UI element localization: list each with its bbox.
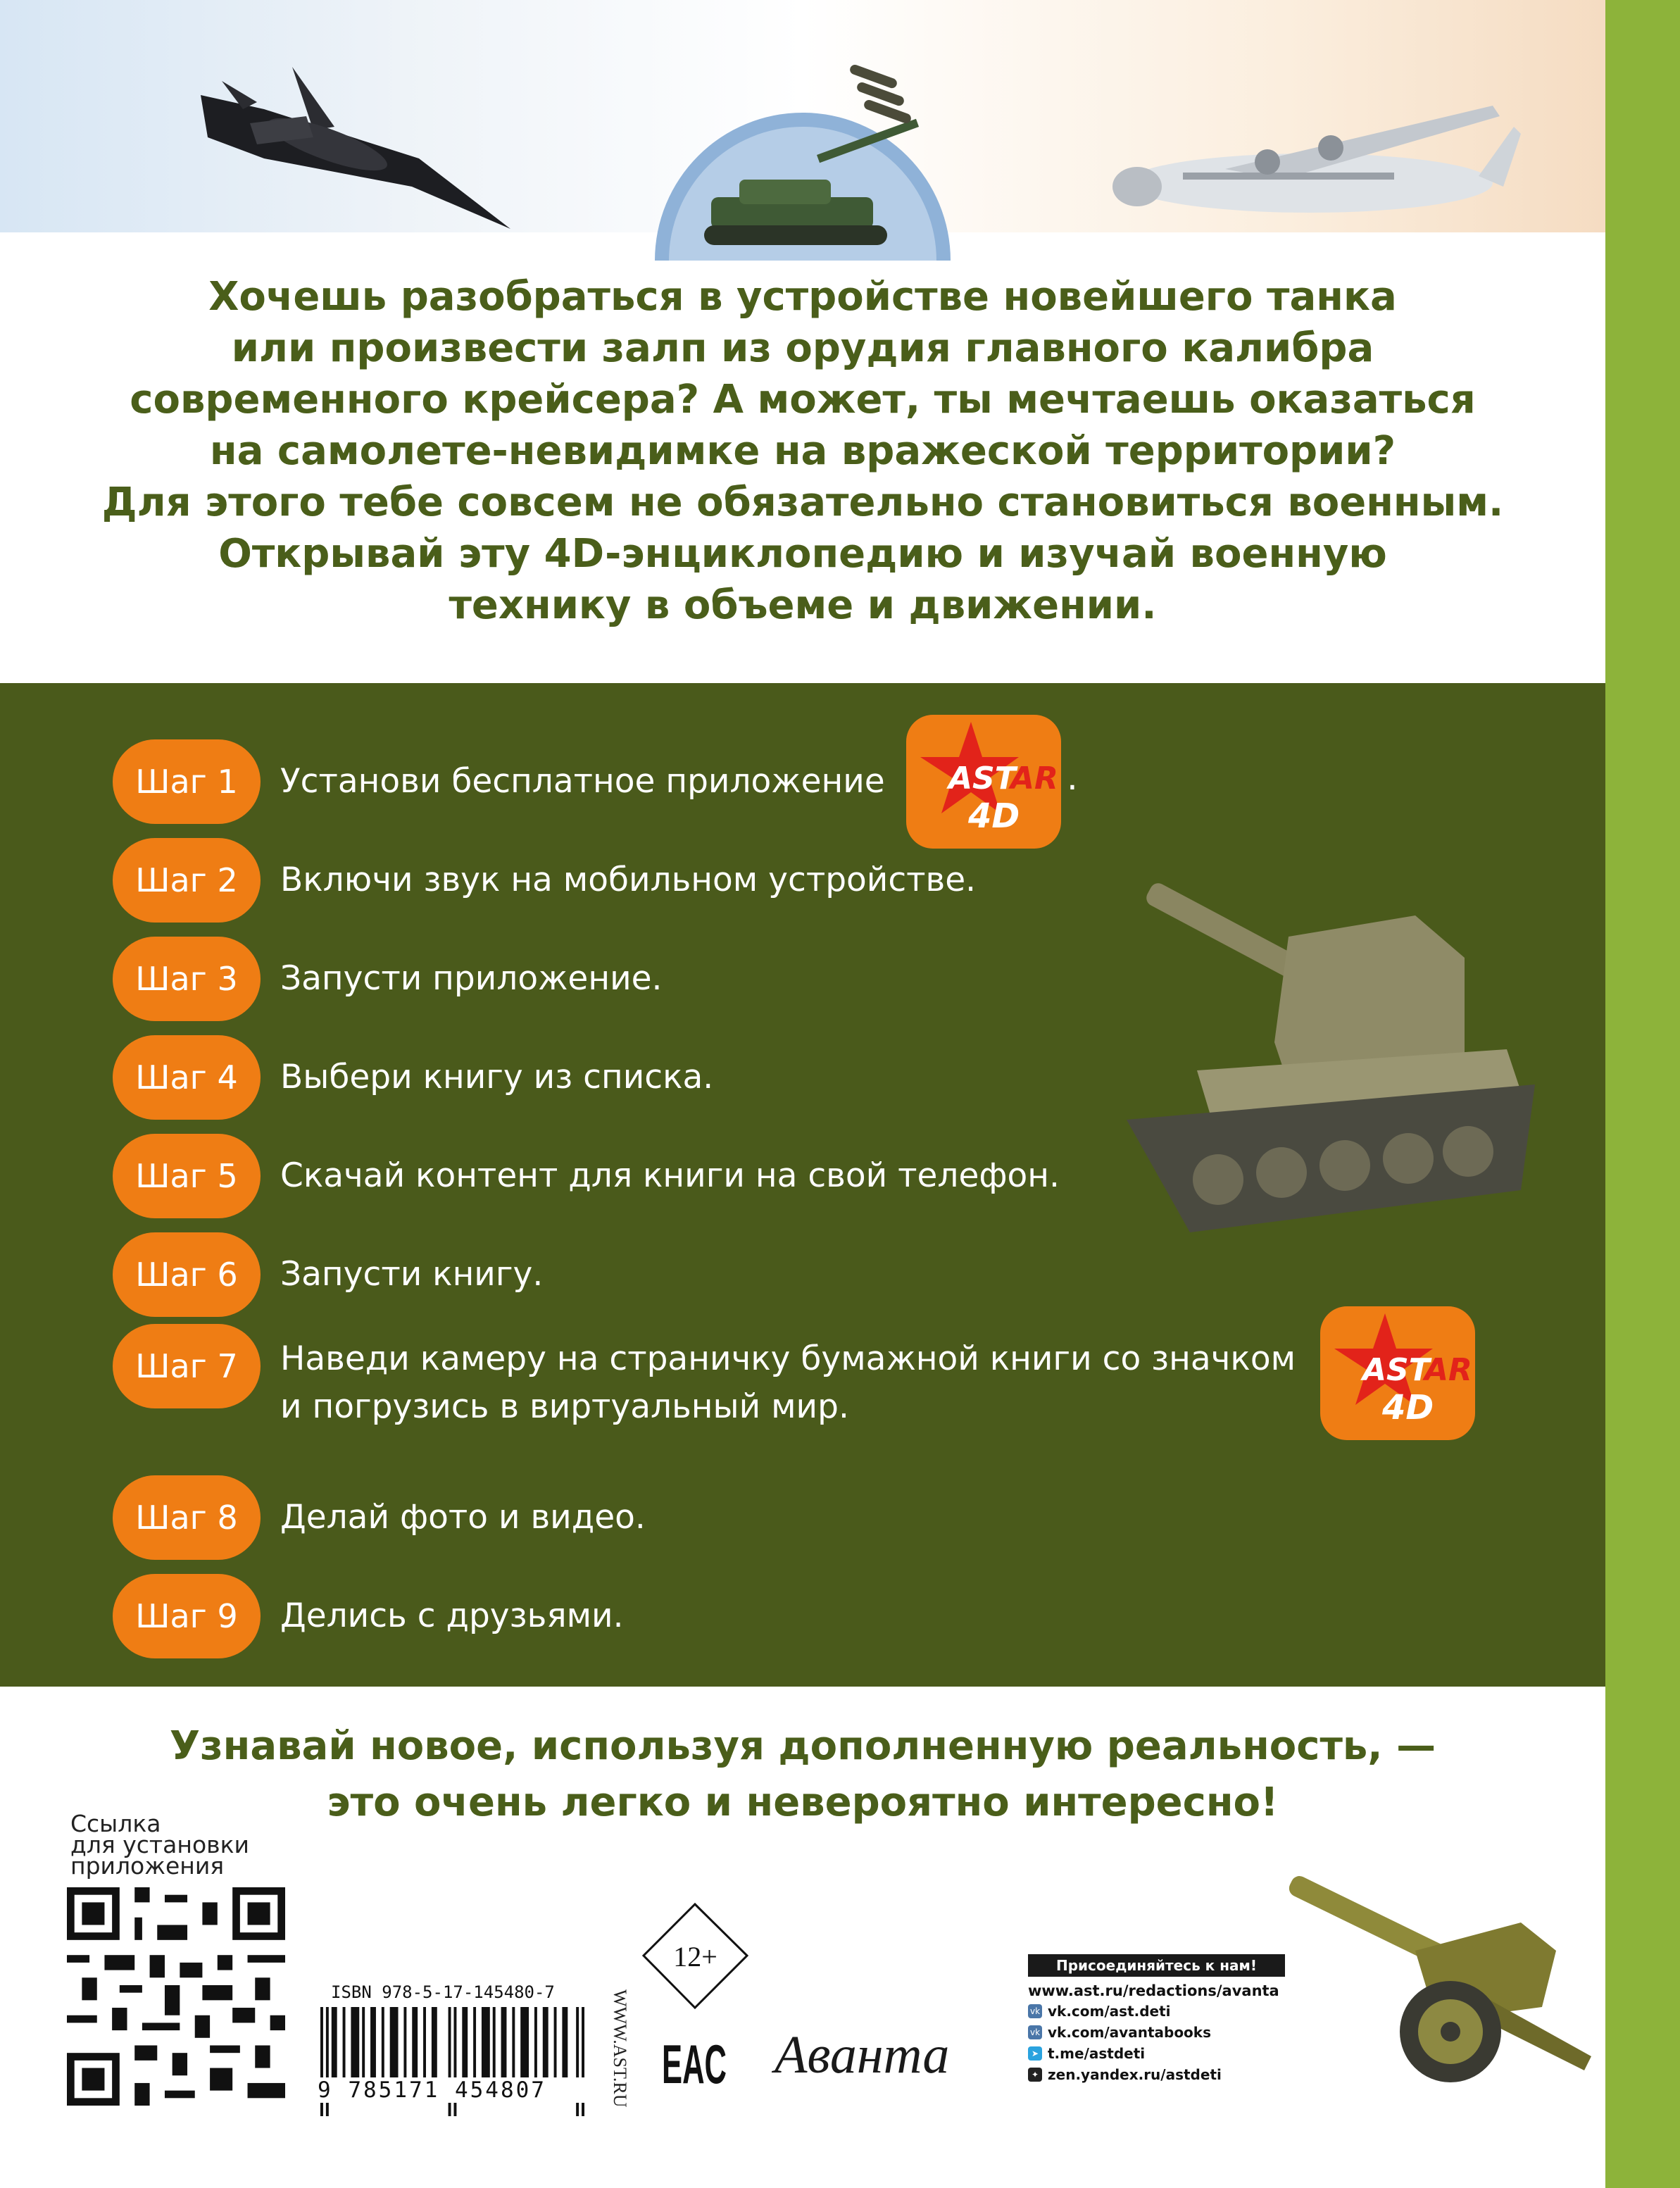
social-block (1028, 1954, 1281, 2084)
social-link-row[interactable] (1028, 2065, 1281, 2084)
step-1-period: . (1067, 757, 1078, 798)
qr-caption-line: Ссылка (70, 1810, 161, 1837)
step-5 (113, 1130, 1060, 1222)
step-badge: Шаг 4 (113, 1035, 261, 1120)
social-link[interactable]: t.me/astdeti (1048, 2044, 1146, 2062)
outro-text (84, 1718, 1521, 1831)
qr-caption-line: приложения (70, 1852, 225, 1880)
social-link[interactable]: vk.com/avantabooks (1048, 2023, 1212, 2041)
vk-icon: vk (1028, 2004, 1042, 2018)
step-text: Скачай контент для книги на свой телефон. (280, 1156, 1060, 1195)
brand-text: Аванта (775, 2025, 950, 2084)
spine-strip (1605, 0, 1680, 2188)
intro-line: технику в объеме и движении. (449, 582, 1157, 628)
logo-text-4d: 4D (1382, 1388, 1434, 1427)
step-3 (113, 933, 662, 1025)
qr-caption (70, 1810, 296, 1880)
social-link-row[interactable] (1028, 2023, 1281, 2042)
tank-dome-illustration (641, 49, 965, 261)
logo-text-ast: AST (948, 761, 1016, 796)
heavy-tank-illustration (1112, 859, 1542, 1254)
publisher-site-vertical: WWW.AST.RU (610, 1989, 630, 2108)
step-badge: Шаг 5 (113, 1134, 261, 1218)
step-1 (113, 736, 885, 827)
transport-plane-illustration (1098, 99, 1521, 239)
intro-text (84, 271, 1521, 631)
intro-line: Для этого тебе совсем не обязательно становиться военным. (101, 480, 1504, 525)
astar-4d-logo (906, 715, 1061, 849)
intro-line: Открывай эту 4D-энциклопедию и изучай военную (218, 531, 1387, 577)
intro-line: на самолете-невидимке на вражеской территории? (209, 428, 1396, 474)
social-link-row[interactable] (1028, 2001, 1281, 2020)
step-8 (113, 1472, 646, 1563)
step-7 (113, 1324, 1296, 1437)
step-text: Делись с друзьями. (280, 1596, 624, 1635)
outro-line: Узнавай новое, используя дополненную реальность, — (169, 1723, 1436, 1769)
qr-caption-line: для установки (70, 1831, 249, 1858)
step-text: Включи звук на мобильном устройстве. (280, 861, 977, 899)
howitzer-illustration (1289, 1845, 1598, 2099)
vk-icon: vk (1028, 2025, 1042, 2039)
intro-line: Хочешь разобраться в устройстве новейшего танка (208, 274, 1397, 320)
step-text: Делай фото и видео. (280, 1498, 646, 1537)
intro-line: или произвести залп из орудия главного калибра (231, 325, 1374, 371)
step-badge: Шаг 3 (113, 937, 261, 1021)
step-text: Запусти книгу. (280, 1255, 544, 1294)
isbn-text: ISBN 978-5-17-145480-7 (331, 1982, 555, 2002)
stealth-jet-illustration (180, 53, 532, 236)
step-badge: Шаг 6 (113, 1232, 261, 1317)
step-9 (113, 1570, 624, 1662)
eac-text: EAC (662, 2033, 727, 2095)
social-link[interactable]: zen.yandex.ru/astdeti (1048, 2065, 1222, 2083)
intro-line: современного крейсера? А может, ты мечтаешь оказаться (130, 377, 1476, 423)
step-text: Установи бесплатное приложение (280, 762, 885, 801)
step-badge: Шаг 2 (113, 838, 261, 923)
logo-text-ar: AR (1010, 761, 1058, 796)
step-2 (113, 834, 976, 926)
telegram-icon: ➤ (1028, 2046, 1042, 2061)
step-4 (113, 1032, 713, 1123)
zen-icon: ✦ (1028, 2068, 1042, 2082)
astar-star-icon (1320, 1306, 1475, 1440)
avanta-logo (767, 2011, 1000, 2095)
social-link-row[interactable] (1028, 2044, 1281, 2063)
step-text-line: и погрузись в виртуальный мир. (280, 1387, 849, 1426)
logo-text-4d: 4D (968, 796, 1020, 836)
social-link[interactable]: vk.com/ast.deti (1048, 2002, 1171, 2020)
step-text: Выбери книгу из списка. (280, 1058, 714, 1096)
step-text-line: Наведи камеру на страничку бумажной книги со значком (280, 1339, 1296, 1378)
social-heading: Присоединяйтесь к нам! (1028, 1954, 1285, 1977)
step-text: Запусти приложение. (280, 959, 663, 998)
step-badge: Шаг 8 (113, 1475, 261, 1560)
outro-line: это очень легко и невероятно интересно! (327, 1780, 1279, 1825)
logo-text-ar: AR (1424, 1352, 1472, 1388)
step-text (280, 1335, 1296, 1431)
qr-code[interactable] (67, 1887, 285, 2106)
social-site-link[interactable]: www.ast.ru/redactions/avanta (1028, 1982, 1279, 1999)
logo-text-ast: AST (1362, 1352, 1430, 1388)
astar-star-icon (906, 715, 1061, 849)
step-badge: Шаг 9 (113, 1574, 261, 1658)
step-6 (113, 1229, 543, 1320)
step-badge: Шаг 7 (113, 1324, 261, 1408)
astar-4d-logo (1320, 1306, 1475, 1440)
age-rating-text: 12+ (673, 1941, 717, 1973)
eac-mark (662, 2028, 729, 2095)
step-badge: Шаг 1 (113, 739, 261, 824)
barcode-digits: 9 785171 454807 (315, 2077, 589, 2103)
